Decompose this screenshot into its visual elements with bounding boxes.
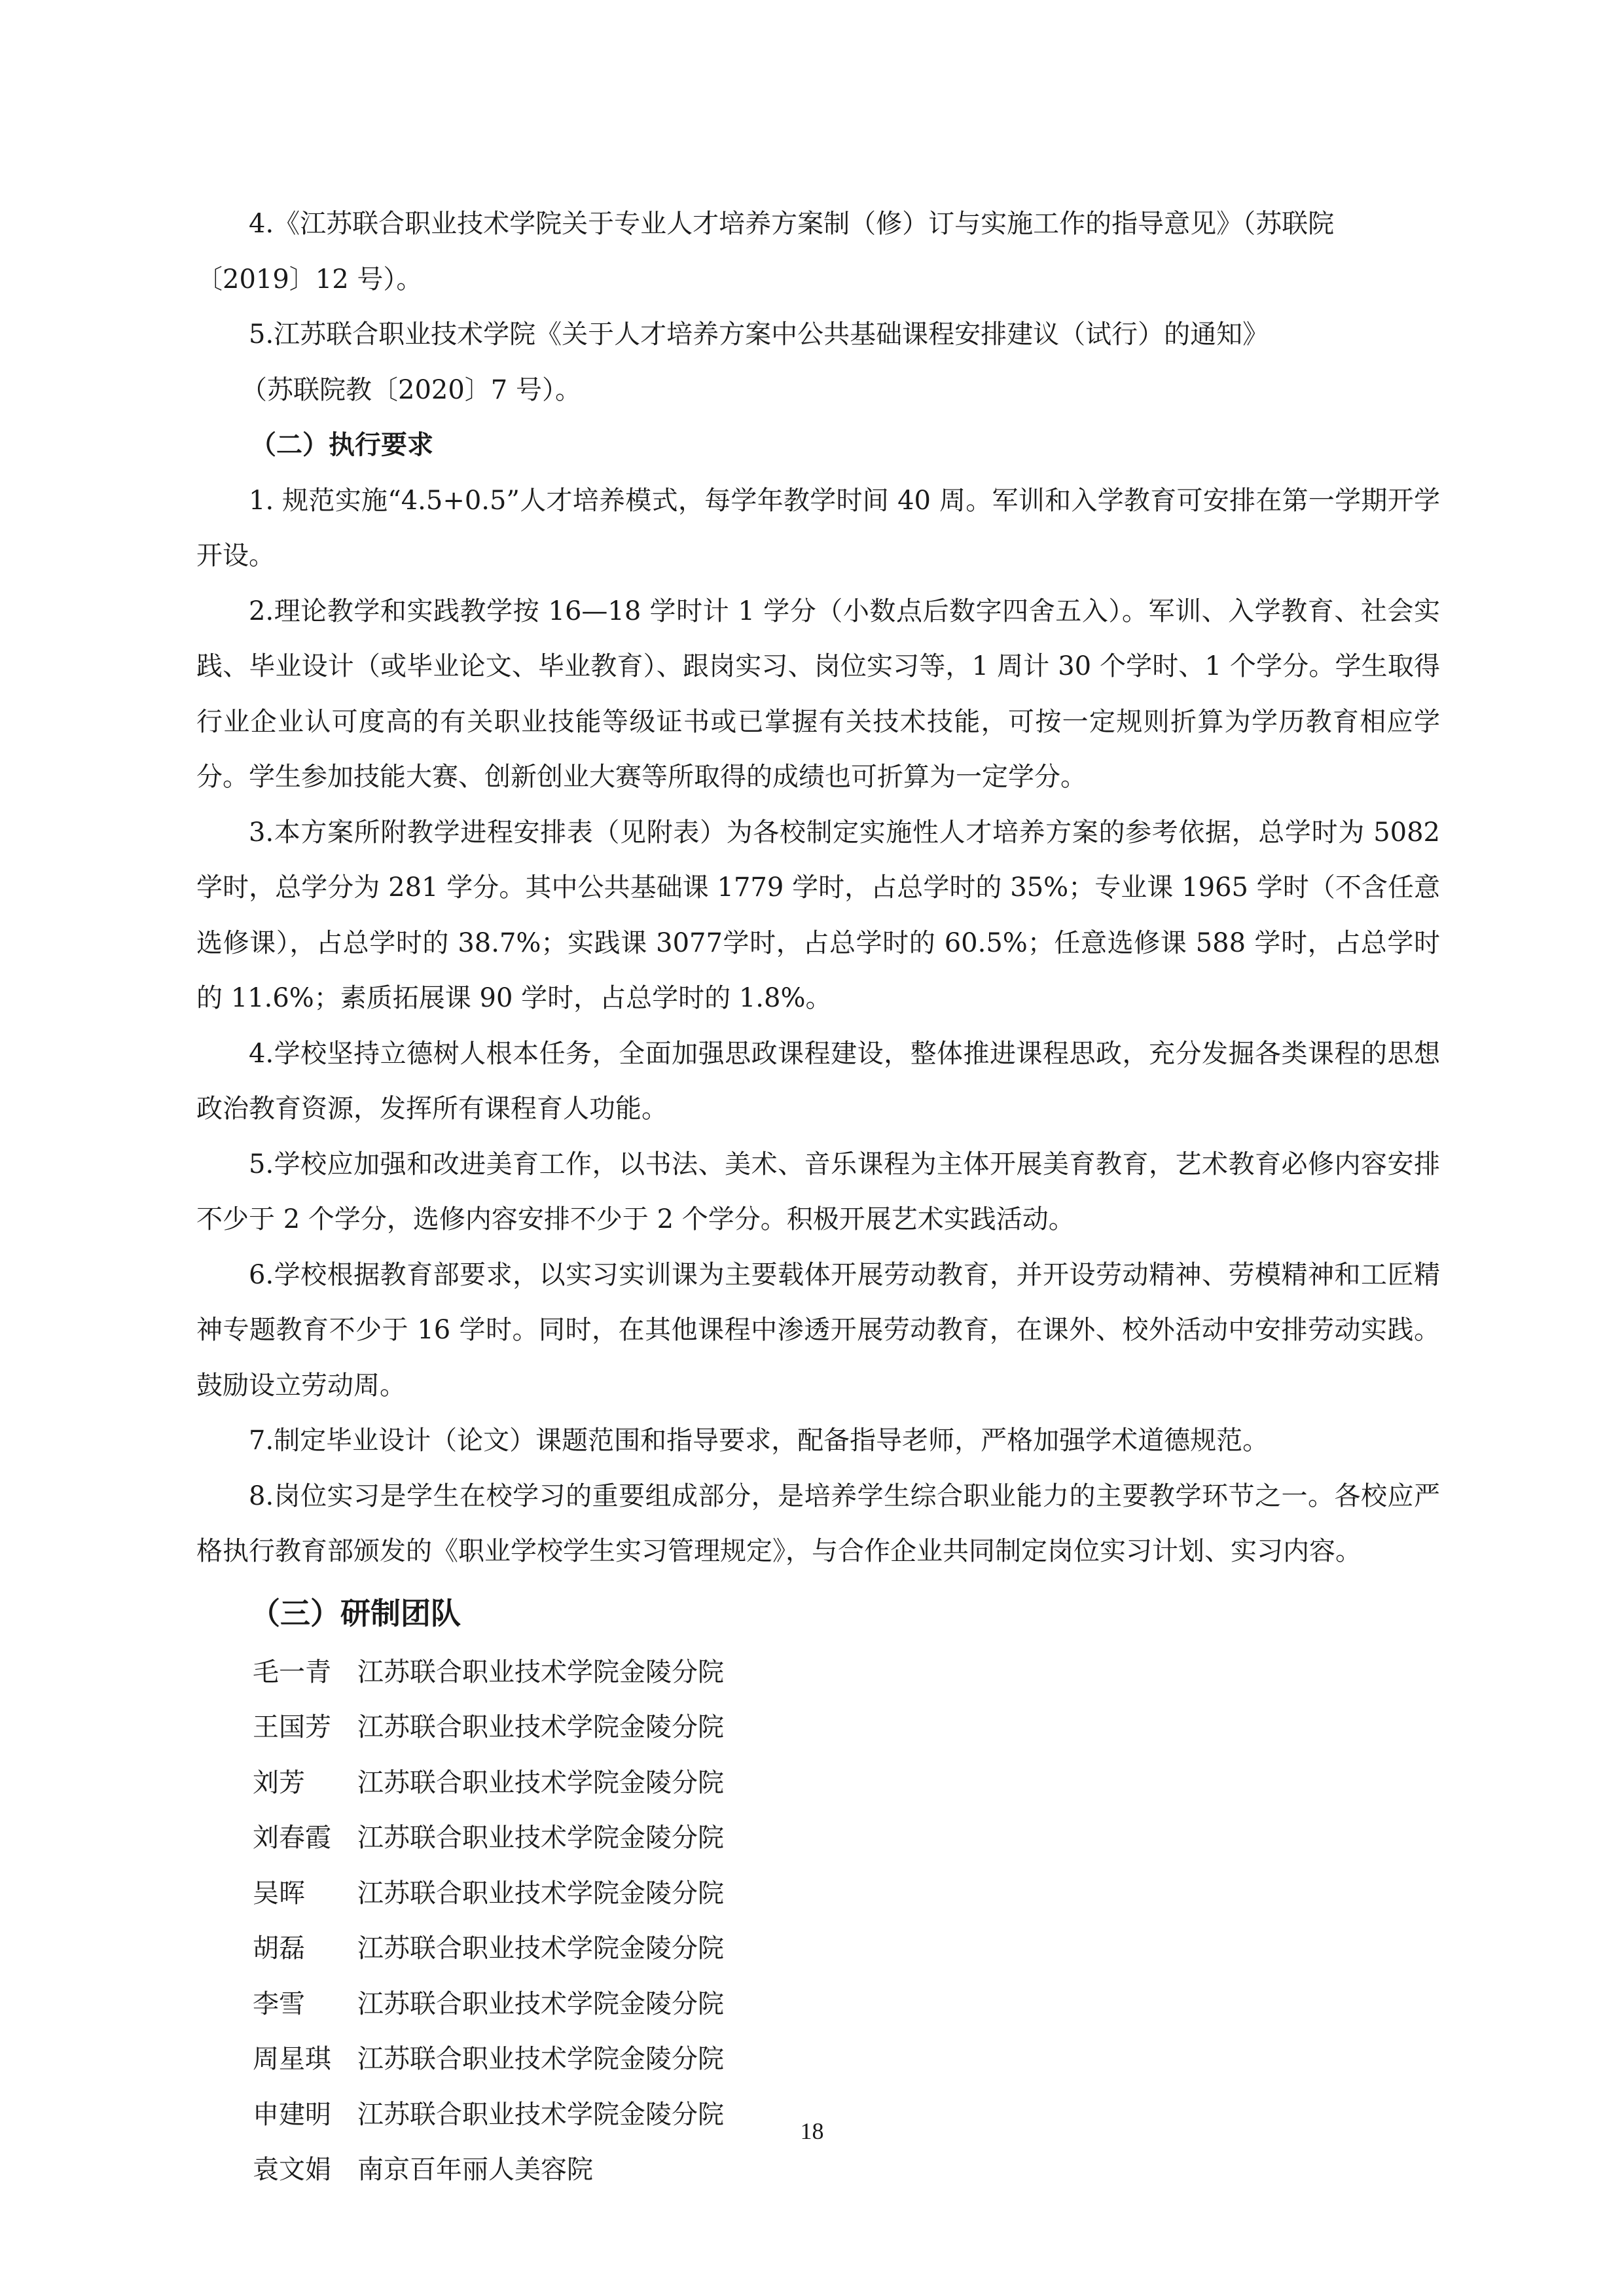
team-member-org: 江苏联合职业技术学院金陵分院 — [357, 1878, 724, 1909]
requirement-item-1: 1. 规范实施“4.5+0.5”人才培养模式，每学年教学时间 40 周。军训和入学教育可安排在第一学期开学开设。 — [196, 485, 1440, 571]
team-member-org: 江苏联合职业技术学院金陵分院 — [357, 1767, 724, 1798]
requirement-item-4: 4.学校坚持立德树人根本任务，全面加强思政课程建设，整体推进课程思政，充分发掘各类课程的思想政治教育资源，发挥所有课程育人功能。 — [196, 1038, 1440, 1124]
team-member-name: 刘春霞 — [253, 1823, 331, 1853]
team-member-org: 江苏联合职业技术学院金陵分院 — [357, 1988, 724, 2019]
team-member-row — [196, 1866, 1440, 1922]
team-member-name: 李雪 — [253, 1988, 305, 2019]
team-member-row — [196, 1921, 1440, 1977]
section-heading-team: （三）研制团队 — [250, 1595, 461, 1631]
requirement-item-7: 7.制定毕业设计（论文）课题范围和指导要求，配备指导老师，严格加强学术道德规范。 — [249, 1426, 1269, 1456]
team-member-row — [196, 1977, 1440, 2032]
team-member-name: 王国芳 — [253, 1712, 331, 1742]
reference-item-5-line1: 5.江苏联合职业技术学院《关于人才培养方案中公共基础课程安排建议（试行）的通知》 — [249, 319, 1269, 350]
page-number: 18 — [800, 2118, 824, 2144]
team-list — [196, 1645, 1440, 2198]
reference-item-4-line2: 〔2019〕12 号）。 — [196, 264, 423, 295]
requirement-item-3: 3.本方案所附教学进程安排表（见附表）为各校制定实施性人才培养方案的参考依据，总学时为 5082 学时，总学分为 281 学分。其中公共基础课 1779 学时，占总学时的 35%；专业课 1965 学时（不含任意选修课），占总学时的 38.7%；实践课 3077学时，占总学时的 60.5%；任意选修课 588 学时，占总学时的 11.6%；素质拓展课 90 学时，占总学时的 1.8%。 — [196, 817, 1440, 1013]
team-member-row — [196, 1700, 1440, 1755]
reference-item-4-line1: 4.《江苏联合职业技术学院关于专业人才培养方案制（修）订与实施工作的指导意见》（苏联院 — [249, 209, 1335, 239]
team-member-org: 江苏联合职业技术学院金陵分院 — [357, 1933, 724, 1964]
team-member-org: 江苏联合职业技术学院金陵分院 — [357, 2099, 724, 2130]
requirement-item-5: 5.学校应加强和改进美育工作，以书法、美术、音乐课程为主体开展美育教育，艺术教育必修内容安排不少于 2 个学分，选修内容安排不少于 2 个学分。积极开展艺术实践活动。 — [196, 1149, 1440, 1234]
team-member-org: 江苏联合职业技术学院金陵分院 — [357, 1657, 724, 1687]
team-member-org: 南京百年丽人美容院 — [357, 2155, 593, 2185]
requirement-item-8: 8.岗位实习是学生在校学习的重要组成部分，是培养学生综合职业能力的主要教学环节之一。各校应严格执行教育部颁发的《职业学校学生实习管理规定》，与合作企业共同制定岗位实习计划、实习内容。 — [196, 1480, 1440, 1566]
team-member-name: 吴晖 — [253, 1878, 305, 1909]
team-member-row — [196, 1755, 1440, 1811]
team-member-name: 毛一青 — [253, 1657, 331, 1687]
section-heading-requirements: （二）执行要求 — [250, 429, 433, 460]
reference-item-5-line2: （苏联院教〔2020〕7 号）。 — [241, 374, 581, 405]
team-member-row — [196, 1645, 1440, 1700]
requirement-item-6: 6.学校根据教育部要求，以实习实训课为主要载体开展劳动教育，并开设劳动精神、劳模精神和工匠精神专题教育不少于 16 学时。同时，在其他课程中渗透开展劳动教育，在课外、校外活动中安排劳动实践。鼓励设立劳动周。 — [196, 1259, 1440, 1401]
team-member-name: 袁文娟 — [253, 2155, 331, 2185]
reference-item-4 — [196, 196, 1440, 307]
document-page — [196, 196, 1440, 2185]
team-member-name: 刘芳 — [253, 1767, 305, 1798]
requirement-item-2: 2.理论教学和实践教学按 16—18 学时计 1 学分（小数点后数字四舍五入）。军训、入学教育、社会实践、毕业设计（或毕业论文、毕业教育）、跟岗实习、岗位实习等，1 周计 30 个学时、1 个学分。学生取得行业企业认可度高的有关职业技能等级证书或已掌握有关技术技能，可按一定规则折算为学历教育相应学分。学生参加技能大赛、创新创业大赛等所取得的成绩也可折算为一定学分。 — [196, 596, 1440, 792]
team-member-name: 周星琪 — [253, 2044, 331, 2074]
team-member-row — [196, 2142, 1440, 2198]
team-member-row — [196, 2032, 1440, 2087]
team-member-org: 江苏联合职业技术学院金陵分院 — [357, 2044, 724, 2074]
team-member-name: 申建明 — [253, 2099, 331, 2130]
team-member-row — [196, 1810, 1440, 1866]
reference-item-5 — [196, 307, 1440, 418]
team-member-org: 江苏联合职业技术学院金陵分院 — [357, 1823, 724, 1853]
team-member-name: 胡磊 — [253, 1933, 305, 1964]
team-member-org: 江苏联合职业技术学院金陵分院 — [357, 1712, 724, 1742]
